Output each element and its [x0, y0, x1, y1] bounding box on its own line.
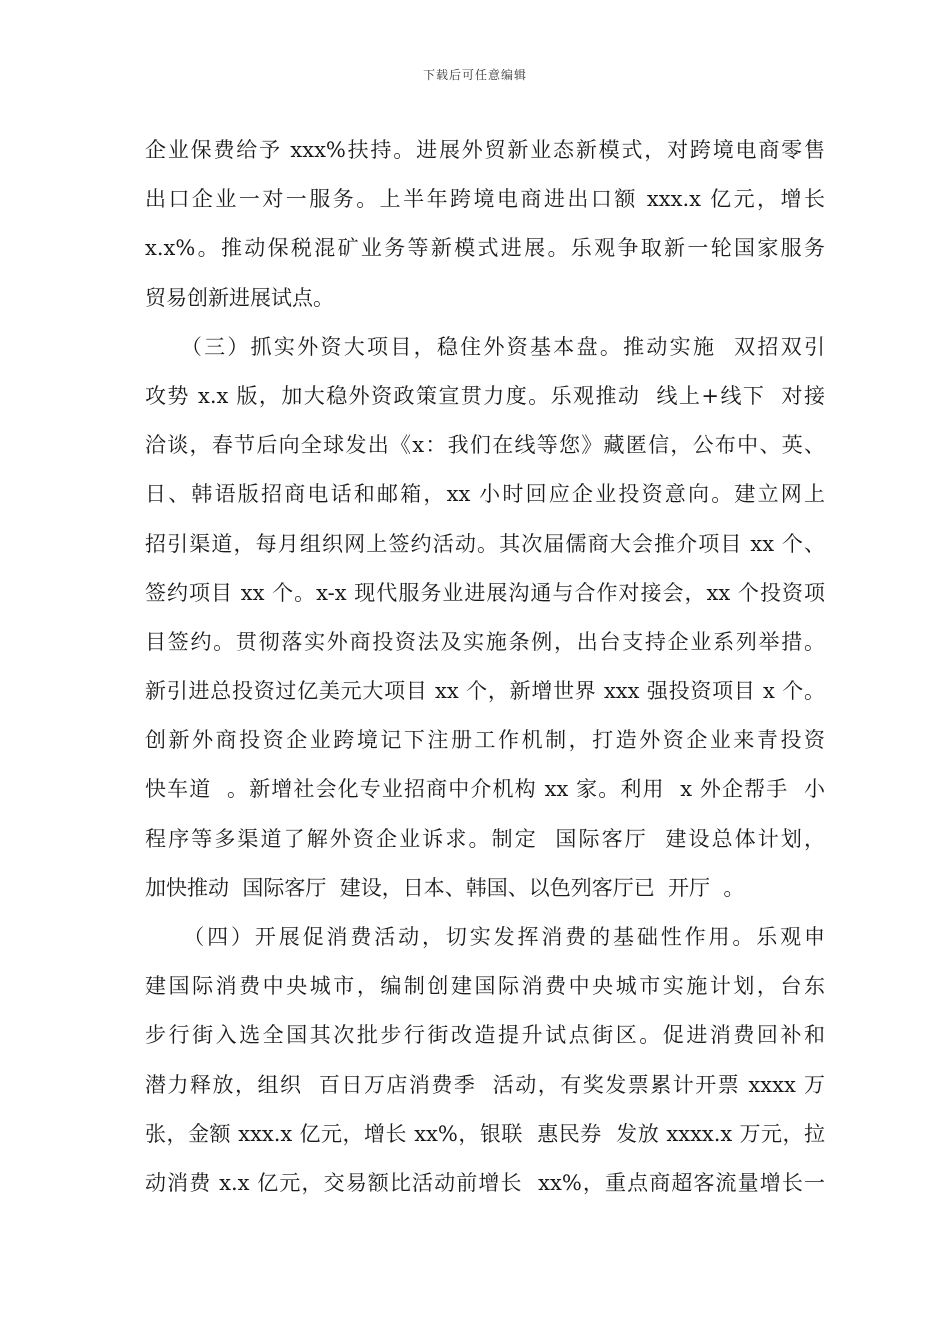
text-line: 程序等多渠道了解外资企业诉求。制定 国际客厅 建设总体计划，: [145, 826, 825, 851]
text-line: 建国际消费中央城市，编制创建国际消费中央城市实施计划，台东: [145, 974, 825, 999]
document-body: [145, 126, 825, 1208]
text-line: 目签约。贯彻落实外商投资法及实施条例，出台支持企业系列举措。: [145, 629, 825, 654]
text-line: 出口企业一对一服务。上半年跨境电商进出口额 xxx.x 亿元，增长: [145, 187, 825, 212]
text-line: 签约项目 xx 个。x-x 现代服务业进展沟通与合作对接会，xx 个投资项: [145, 580, 825, 605]
text-line: 创新外商投资企业跨境记下注册工作机制，打造外资企业来青投资: [145, 728, 825, 753]
text-line: 动消费 x.x 亿元，交易额比活动前增长 xx%，重点商超客流量增长一: [145, 1170, 825, 1195]
text-line: 贸易创新进展试点。: [145, 285, 334, 310]
text-line: 潜力释放，组织 百日万店消费季 活动，有奖发票累计开票 xxxx 万: [145, 1072, 825, 1097]
page-header: 下载后可任意编辑: [422, 68, 527, 82]
text-line: 快车道 。新增社会化专业招商中介机构 xx 家。利用 x 外企帮手 小: [145, 777, 825, 802]
paragraph-1: [145, 126, 825, 323]
text-line: x.x%。推动保税混矿业务等新模式进展。乐观争取新一轮国家服务: [145, 236, 825, 261]
text-line: （四）开展促消费活动，切实发挥消费的基础性作用。乐观申: [145, 925, 825, 949]
text-line: 攻势 x.x 版，加大稳外资政策宣贯力度。乐观推动 线上+线下 对接: [145, 383, 825, 408]
text-line: 日、韩语版招商电话和邮箱，xx 小时回应企业投资意向。建立网上: [145, 482, 825, 507]
text-line: 步行街入选全国其次批步行街改造提升试点街区。促进消费回补和: [145, 1023, 825, 1048]
paragraph-3: [145, 913, 825, 1208]
text-line: 企业保费给予 xxx%扶持。进展外贸新业态新模式，对跨境电商零售: [145, 138, 825, 162]
text-line: 张，金额 xxx.x 亿元，增长 xx%，银联 惠民券 发放 xxxx.x 万元，拉: [145, 1121, 825, 1146]
text-line: （三）抓实外资大项目，稳住外资基本盘。推动实施 双招双引: [145, 334, 825, 359]
text-line: 招引渠道，每月组织网上签约活动。其次届儒商大会推介项目 xx 个、: [145, 531, 825, 556]
paragraph-2: [145, 323, 825, 913]
text-line: 加快推动 国际客厅 建设，日本、韩国、以色列客厅已 开厅 。: [145, 875, 745, 900]
text-line: 洽谈，春节后向全球发出《x：我们在线等您》藏匿信，公布中、英、: [145, 433, 825, 458]
text-line: 新引进总投资过亿美元大项目 xx 个，新增世界 xxx 强投资项目 x 个。: [145, 679, 825, 704]
